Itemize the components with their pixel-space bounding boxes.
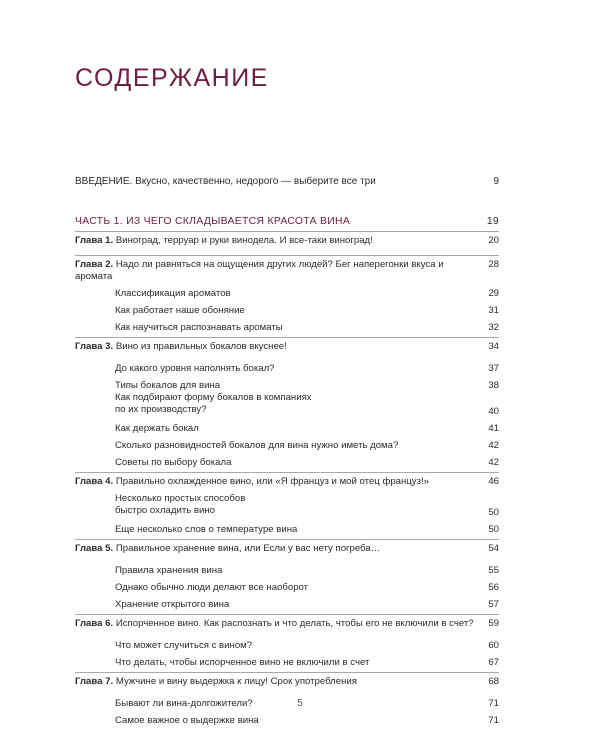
toc-section-title-line: До какого уровня наполнять бокал?	[115, 363, 275, 374]
toc-section-page: 71	[488, 715, 499, 726]
toc-section-page: 56	[488, 582, 499, 593]
toc-section-row[interactable]	[75, 375, 499, 392]
toc-chapters	[75, 231, 499, 727]
toc-chapter	[75, 472, 499, 536]
toc-section-title	[75, 457, 488, 469]
toc-chapter	[75, 231, 499, 252]
toc-chapter-row[interactable]	[75, 618, 499, 635]
toc-chapter-label: Глава 5.	[75, 543, 114, 554]
toc-chapter-title	[75, 476, 488, 488]
toc-section-page: 60	[488, 640, 499, 651]
toc-intro-page: 9	[493, 176, 499, 187]
toc-intro-text: ВВЕДЕНИЕ. Вкусно, качественно, недорого — выберите все три	[75, 176, 376, 187]
toc-section-row[interactable]	[75, 560, 499, 577]
toc-section-title-line: Еще несколько слов о температуре вина	[115, 524, 298, 535]
toc-chapter	[75, 337, 499, 469]
toc-section-row[interactable]	[75, 577, 499, 594]
toc-section-page: 37	[488, 363, 499, 374]
toc-chapter-row[interactable]	[75, 676, 499, 693]
toc-section-title-line: Как научиться распознавать ароматы	[115, 322, 283, 333]
page-title: СОДЕРЖАНИЕ	[75, 64, 269, 92]
toc-section-row[interactable]	[75, 652, 499, 669]
toc-section-title-line: Как подбирают форму бокалов в компаниях	[115, 392, 312, 403]
toc-section-row[interactable]	[75, 594, 499, 611]
toc-chapter-title	[75, 676, 488, 688]
toc-section-title-line: Правила хранения вина	[115, 565, 223, 576]
toc-section-title	[75, 565, 488, 577]
toc-chapter-title	[75, 618, 488, 630]
toc-section-row[interactable]	[75, 452, 499, 469]
toc-section-title	[75, 392, 488, 418]
toc-section-row[interactable]	[75, 317, 499, 334]
toc-chapter-title-text: Правильно охлажденное вино, или «Я француз и мой отец француз!»	[115, 476, 429, 487]
toc-chapter-row[interactable]	[75, 476, 499, 493]
toc-chapter-page: 34	[488, 341, 499, 352]
toc-chapter-label: Глава 2.	[75, 259, 114, 270]
toc-section-title	[75, 493, 488, 519]
toc-section-page: 31	[488, 305, 499, 316]
toc-chapter-title-text: Правильное хранение вина, или Если у вас нету погреба…	[115, 543, 381, 554]
toc-section-title	[75, 423, 488, 435]
toc-section-row[interactable]	[75, 300, 499, 317]
toc-section-page: 38	[488, 380, 499, 391]
toc-section-title-line: Что может случиться с вином?	[115, 640, 253, 651]
toc-section-title	[75, 305, 488, 317]
toc-section-page: 29	[488, 288, 499, 299]
toc-section-title	[75, 288, 488, 300]
toc-chapter	[75, 539, 499, 611]
toc-section-page: 41	[488, 423, 499, 434]
toc-section-title	[75, 657, 488, 669]
toc-section-title-line: Хранение открытого вина	[115, 599, 230, 610]
toc-chapter-label: Глава 1.	[75, 235, 114, 246]
toc-section-page: 67	[488, 657, 499, 668]
toc-chapter-page: 28	[488, 259, 499, 270]
toc-chapter-title-text: Виноград, терруар и руки винодела. И все-таки виноград!	[115, 235, 373, 246]
toc-section-title	[75, 524, 488, 536]
toc-chapter	[75, 614, 499, 669]
toc-section-row[interactable]	[75, 519, 499, 536]
toc-section-title-line: Сколько разновидностей бокалов для вина нужно иметь дома?	[115, 440, 399, 451]
toc-section-page: 32	[488, 322, 499, 333]
toc-section-title	[75, 380, 488, 392]
toc-section-title-line: Классификация ароматов	[115, 288, 231, 299]
toc-chapter-title	[75, 235, 488, 247]
page-number: 5	[297, 698, 303, 709]
toc-chapter-title-text: Вино из правильных бокалов вкуснее!	[115, 341, 287, 352]
toc-section-page: 71	[488, 698, 499, 709]
toc-section-page: 42	[488, 457, 499, 468]
toc-section-title-line: быстро охладить вино	[115, 505, 215, 516]
toc-chapter-page: 68	[488, 676, 499, 687]
toc-chapter-row[interactable]	[75, 341, 499, 358]
toc-section-page: 42	[488, 440, 499, 451]
toc-chapter-page: 59	[488, 618, 499, 629]
toc-section-title-line: Типы бокалов для вина	[115, 380, 221, 391]
toc-chapter-row[interactable]	[75, 235, 499, 252]
toc-chapter-row[interactable]	[75, 259, 499, 283]
toc-section-title	[75, 715, 488, 727]
toc-section-row[interactable]	[75, 493, 499, 519]
toc-chapter-title-text: Испорченное вино. Как распознать и что делать, чтобы его не включили в счет?	[115, 618, 474, 629]
toc-section-row[interactable]	[75, 710, 499, 727]
toc-chapter-label: Глава 4.	[75, 476, 114, 487]
toc-section-row[interactable]	[75, 283, 499, 300]
table-of-contents	[75, 214, 499, 727]
toc-section-title-line: Что делать, чтобы испорченное вино не включили в счет	[115, 657, 370, 668]
toc-section-title	[75, 582, 488, 594]
toc-chapter-page: 20	[488, 235, 499, 246]
toc-section-page: 57	[488, 599, 499, 610]
toc-section-title-line: Бывают ли вина-долгожители?	[115, 698, 253, 709]
toc-chapter-page: 46	[488, 476, 499, 487]
toc-section-title	[75, 322, 488, 334]
toc-section-title	[75, 599, 488, 611]
toc-chapter-label: Глава 7.	[75, 676, 114, 687]
toc-section-row[interactable]	[75, 392, 499, 418]
toc-intro-row[interactable]	[75, 176, 499, 187]
toc-section-title-line: Как держать бокал	[115, 423, 199, 434]
toc-chapter-title-text: Мужчине и вину выдержка к лицу! Срок употребления	[115, 676, 357, 687]
toc-section-row[interactable]	[75, 358, 499, 375]
toc-section-page: 55	[488, 565, 499, 576]
toc-part-label: ЧАСТЬ 1. ИЗ ЧЕГО СКЛАДЫВАЕТСЯ КРАСОТА ВИНА	[75, 216, 351, 227]
toc-section-title-line: по их производству?	[115, 404, 207, 415]
toc-chapter-title	[75, 543, 488, 555]
toc-section-page: 50	[488, 524, 499, 535]
toc-chapter	[75, 255, 499, 334]
toc-section-title-line: Самое важное о выдержке вина	[115, 715, 259, 726]
toc-section-title-line: Несколько простых способов	[115, 493, 246, 504]
toc-section-title-line: Как работает наше обоняние	[115, 305, 245, 316]
toc-section-row[interactable]	[75, 435, 499, 452]
toc-section-title-line: Советы по выбору бокала	[115, 457, 232, 468]
toc-section-title	[75, 363, 488, 375]
toc-section-page: 40	[488, 406, 499, 417]
toc-chapter-label: Глава 3.	[75, 341, 114, 352]
toc-chapter-page: 54	[488, 543, 499, 554]
toc-section-title	[75, 640, 488, 652]
toc-section-title	[75, 440, 488, 452]
toc-chapter-title-text: Надо ли равняться на ощущения других людей? Бег наперегонки вкуса и аромата	[75, 259, 444, 282]
toc-section-title-line: Однако обычно люди делают все наоборот	[115, 582, 309, 593]
toc-chapter-title	[75, 259, 488, 283]
toc-section-row[interactable]	[75, 418, 499, 435]
toc-chapter-row[interactable]	[75, 543, 499, 560]
toc-part-page: 19	[486, 216, 499, 227]
toc-chapter-label: Глава 6.	[75, 618, 114, 629]
toc-part-row[interactable]	[75, 214, 499, 229]
toc-section-row[interactable]	[75, 635, 499, 652]
toc-chapter-title	[75, 341, 488, 353]
toc-section-page: 50	[488, 507, 499, 518]
